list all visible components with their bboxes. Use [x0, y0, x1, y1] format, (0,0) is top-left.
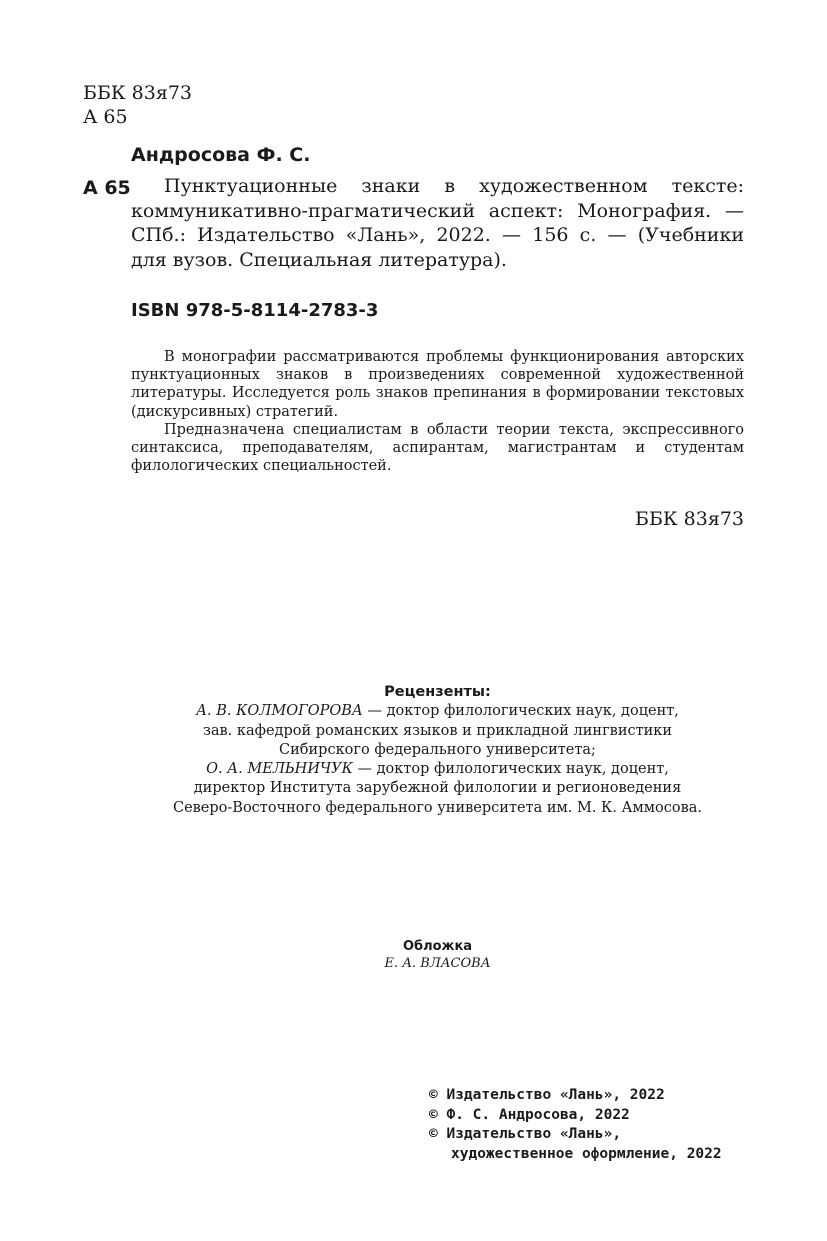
author-name: Андросова Ф. С. [131, 144, 311, 166]
copyright-line-2: © Ф. С. Андросова, 2022 [429, 1106, 630, 1123]
reviewer-1-name: А. В. КОЛМОГОРОВА [196, 703, 363, 720]
bibliographic-description: Пунктуационные знаки в художественном тексте: коммуникативно-прагматический аспект: Монография. — СПб.: Издательство «Лань», 2022. — 156 с. — (Учебники для вузов. Специальная литература). [131, 175, 744, 271]
author-sign: А 65 [83, 106, 128, 128]
isbn: ISBN 978-5-8114-2783-3 [131, 300, 379, 321]
classification-codes [83, 81, 192, 129]
cover-credit [131, 938, 744, 972]
cover-title: Обложка [402, 939, 473, 954]
bbk-footer-code: ББК 83я73 [634, 508, 744, 530]
cover-designer: Е. А. ВЛАСОВА [384, 956, 491, 971]
entry-author-sign: А 65 [83, 177, 131, 199]
reviewers-block [131, 683, 744, 818]
abstract-paragraph-2: Предназначена специалистам в области теории текста, экспрессивного синтаксиса, преподавателям, аспирантам, магистрантам и студентам филологических специальностей. [131, 421, 744, 475]
copyright-line-3: © Издательство «Лань», [429, 1126, 622, 1142]
copyright-line-1: © Издательство «Лань», 2022 [429, 1087, 665, 1103]
bbk-code: ББК 83я73 [83, 82, 193, 104]
copyright-block [429, 1086, 722, 1164]
abstract [131, 348, 744, 475]
reviewer-2 [131, 760, 744, 779]
reviewer-2-position: директор Института зарубежной филологии и регионоведения [193, 780, 682, 797]
reviewer-1-title: — доктор филологических наук, доцент, [362, 703, 679, 720]
reviewer-1-position: зав. кафедрой романских языков и прикладной лингвистики [202, 722, 673, 739]
abstract-paragraph-1: В монографии рассматриваются проблемы функционирования авторских пунктуационных знаков в произведениях современной художественной литературы. Исследуется роль знаков препинания в формировании текстовых (дискурсивных) стратегий. [131, 349, 744, 420]
reviewers-title: Рецензенты: [384, 684, 491, 700]
reviewer-1 [131, 702, 744, 721]
reviewer-1-affiliation: Сибирского федерального университета; [279, 741, 596, 758]
reviewer-2-title: — доктор филологических наук, доцент, [352, 761, 669, 778]
reviewer-2-name: О. А. МЕЛЬНИЧУК [206, 761, 353, 778]
reviewer-2-affiliation: Северо-Восточного федерального университета им. М. К. Аммосова. [172, 799, 703, 816]
copyright-line-4: художественное оформление, 2022 [451, 1145, 722, 1162]
